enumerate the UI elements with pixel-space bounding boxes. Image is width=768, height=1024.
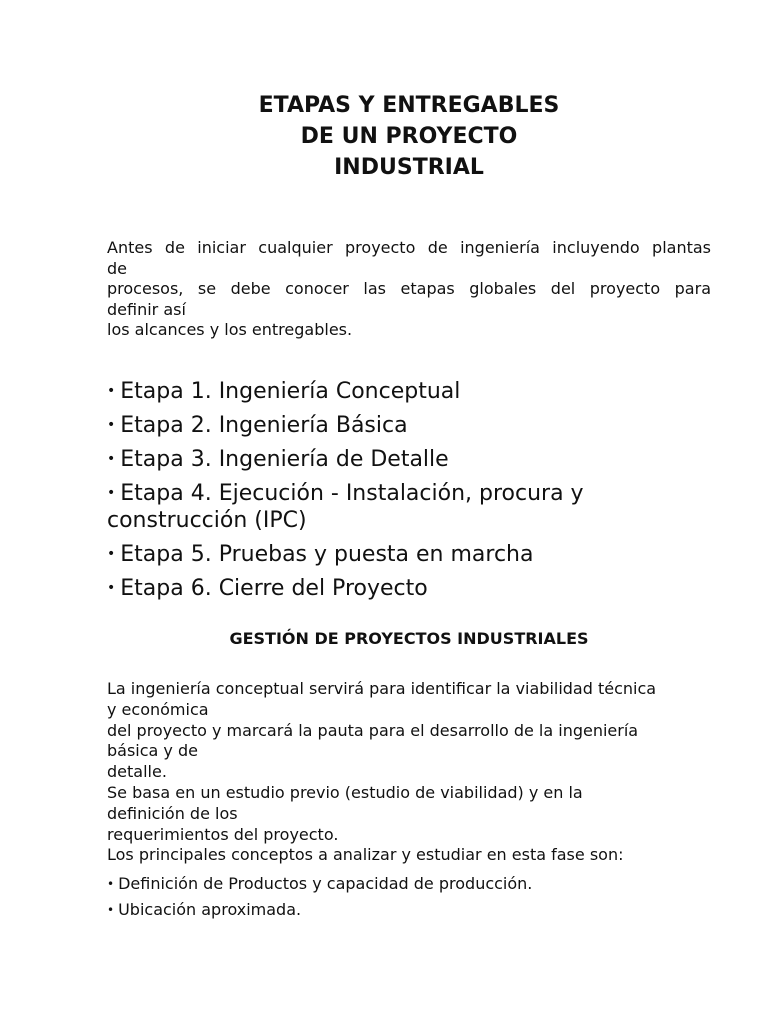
body-line: del proyecto y marcará la pauta para el desarrollo de la ingeniería <box>107 720 639 740</box>
stage-item <box>107 541 711 568</box>
body-line: y económica <box>107 699 209 719</box>
stage-label: Etapa 2. Ingeniería Básica <box>120 413 408 438</box>
stage-item <box>107 412 711 439</box>
stage-label: Etapa 4. Ejecución - Instalación, procura y construcción (IPC) <box>107 481 584 533</box>
bullet-icon: • <box>107 580 116 596</box>
bullet-icon: • <box>107 903 115 917</box>
bullet-icon: • <box>107 485 116 501</box>
bullet-icon: • <box>107 546 116 562</box>
body-line: Los principales conceptos a analizar y estudiar en esta fase son: <box>107 845 624 865</box>
title-line: ETAPAS Y ENTREGABLES <box>258 93 560 118</box>
intro-line: procesos, se debe conocer las etapas globales del proyecto para <box>107 279 711 298</box>
stage-label: Etapa 3. Ingeniería de Detalle <box>120 447 449 472</box>
intro-line: los alcances y los entregables. <box>107 320 353 339</box>
intro-line: de <box>107 258 127 278</box>
bullet-icon: • <box>107 383 116 399</box>
body-line: definición de los <box>107 803 238 823</box>
stage-item <box>107 575 711 602</box>
title-line: DE UN PROYECTO <box>300 124 518 149</box>
stage-item <box>107 480 711 534</box>
body-line: detalle. <box>107 762 167 782</box>
stage-item <box>107 446 711 473</box>
stage-label: Etapa 1. Ingeniería Conceptual <box>120 379 461 404</box>
bullet-icon: • <box>107 417 116 433</box>
bullet-icon: • <box>107 877 115 891</box>
body-line: requerimientos del proyecto. <box>107 824 339 844</box>
title-line: INDUSTRIAL <box>334 155 484 180</box>
intro-line: definir así <box>107 299 186 319</box>
stage-label: Etapa 5. Pruebas y puesta en marcha <box>120 542 534 567</box>
concept-label: Ubicación aproximada. <box>118 900 302 919</box>
intro-paragraph <box>107 238 711 341</box>
concepts-list <box>107 874 711 926</box>
concept-item <box>107 874 711 894</box>
concept-item <box>107 900 711 920</box>
body-line: Se basa en un estudio previo (estudio de viabilidad) y en la <box>107 782 583 802</box>
body-line: La ingeniería conceptual servirá para identificar la viabilidad técnica <box>107 679 657 698</box>
stage-label: Etapa 6. Cierre del Proyecto <box>120 576 428 601</box>
section-title: GESTIÓN DE PROYECTOS INDUSTRIALES <box>229 629 589 648</box>
body-paragraph <box>107 679 711 866</box>
stage-item <box>107 378 711 405</box>
stages-list <box>107 378 711 609</box>
bullet-icon: • <box>107 451 116 467</box>
concept-label: Definición de Productos y capacidad de producción. <box>118 874 533 893</box>
document-title <box>107 90 711 183</box>
body-line: básica y de <box>107 741 198 761</box>
intro-line: Antes de iniciar cualquier proyecto de ingeniería incluyendo plantas <box>107 238 711 257</box>
